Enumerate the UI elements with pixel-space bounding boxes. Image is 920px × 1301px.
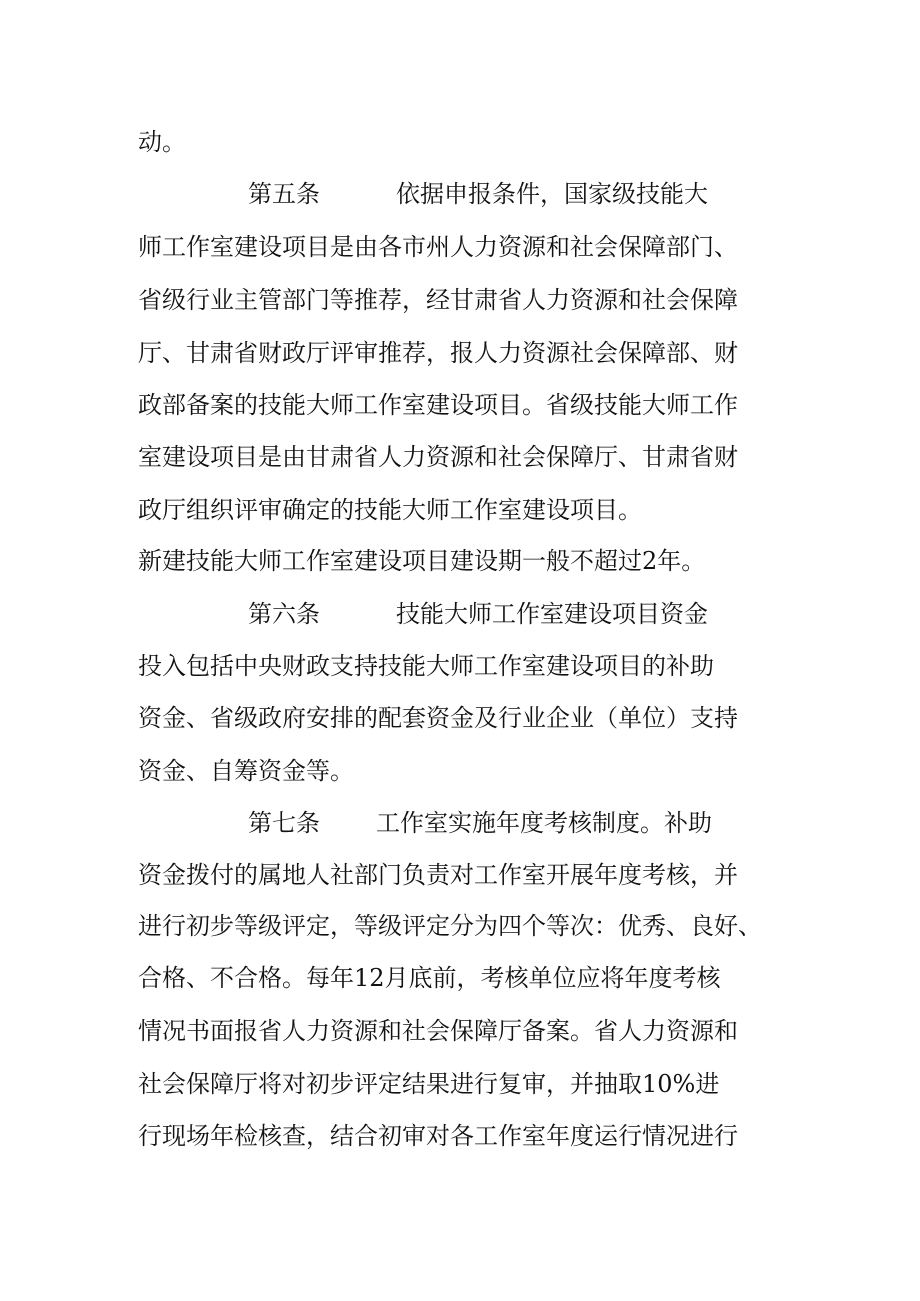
line-text: 技能大师工作室建设项目资金 [396, 600, 708, 628]
line-text: 投入包括中央财政支持技能大师工作室建设项目的补助 [138, 652, 714, 680]
line-text: 资金、自筹资金等。 [138, 757, 354, 785]
text-line [138, 1116, 828, 1156]
text-line [138, 1064, 828, 1104]
article-number: 第五条 [248, 180, 320, 208]
line-text: 社会保障厅将对初步评定结果进行复审，并抽取10%进 [138, 1070, 720, 1098]
text-line [138, 385, 828, 425]
line-text: 政部备案的技能大师工作室建设项目。省级技能大师工作 [138, 391, 738, 419]
article-heading-line [248, 594, 920, 634]
line-text: 动。 [138, 128, 186, 156]
text-line [138, 280, 828, 320]
line-text: 省级行业主管部门等推荐，经甘肃省人力资源和社会保障 [138, 286, 738, 314]
text-line [138, 227, 828, 267]
text-line [138, 490, 828, 530]
line-text: 资金拨付的属地人社部门负责对工作室开展年度考核，并 [138, 861, 738, 889]
text-line [138, 906, 828, 946]
text-line [138, 751, 828, 791]
line-text: 工作室实施年度考核制度。补助 [376, 809, 712, 837]
article-number: 第六条 [248, 600, 320, 628]
line-text: 依据申报条件，国家级技能大 [396, 180, 708, 208]
text-line [138, 333, 828, 373]
article-heading-line [248, 174, 920, 214]
line-text: 情况书面报省人力资源和社会保障厅备案。省人力资源和 [138, 1017, 738, 1045]
line-text: 政厅组织评审确定的技能大师工作室建设项目。 [138, 496, 642, 524]
text-line [138, 437, 828, 477]
text-line [138, 541, 828, 581]
text-line [138, 1011, 828, 1051]
line-text: 合格、不合格。每年12月底前，考核单位应将年度考核 [138, 964, 721, 992]
line-text: 室建设项目是由甘肃省人力资源和社会保障厅、甘肃省财 [138, 443, 738, 471]
article-number: 第七条 [248, 809, 320, 837]
line-text: 行现场年检核查，结合初审对各工作室年度运行情况进行 [138, 1122, 738, 1150]
text-line [138, 122, 828, 162]
line-text: 师工作室建设项目是由各市州人力资源和社会保障部门、 [138, 233, 738, 261]
text-line [138, 698, 828, 738]
line-text: 厅、甘肃省财政厅评审推荐，报人力资源社会保障部、财 [138, 339, 738, 367]
article-heading-line [248, 803, 920, 843]
line-text: 进行初步等级评定，等级评定分为四个等次：优秀、良好、 [138, 912, 762, 940]
line-text: 资金、省级政府安排的配套资金及行业企业（单位）支持 [138, 704, 738, 732]
text-line [138, 646, 828, 686]
text-line [138, 855, 828, 895]
text-line [138, 958, 828, 998]
line-text: 新建技能大师工作室建设项目建设期一般不超过2年。 [138, 547, 706, 575]
